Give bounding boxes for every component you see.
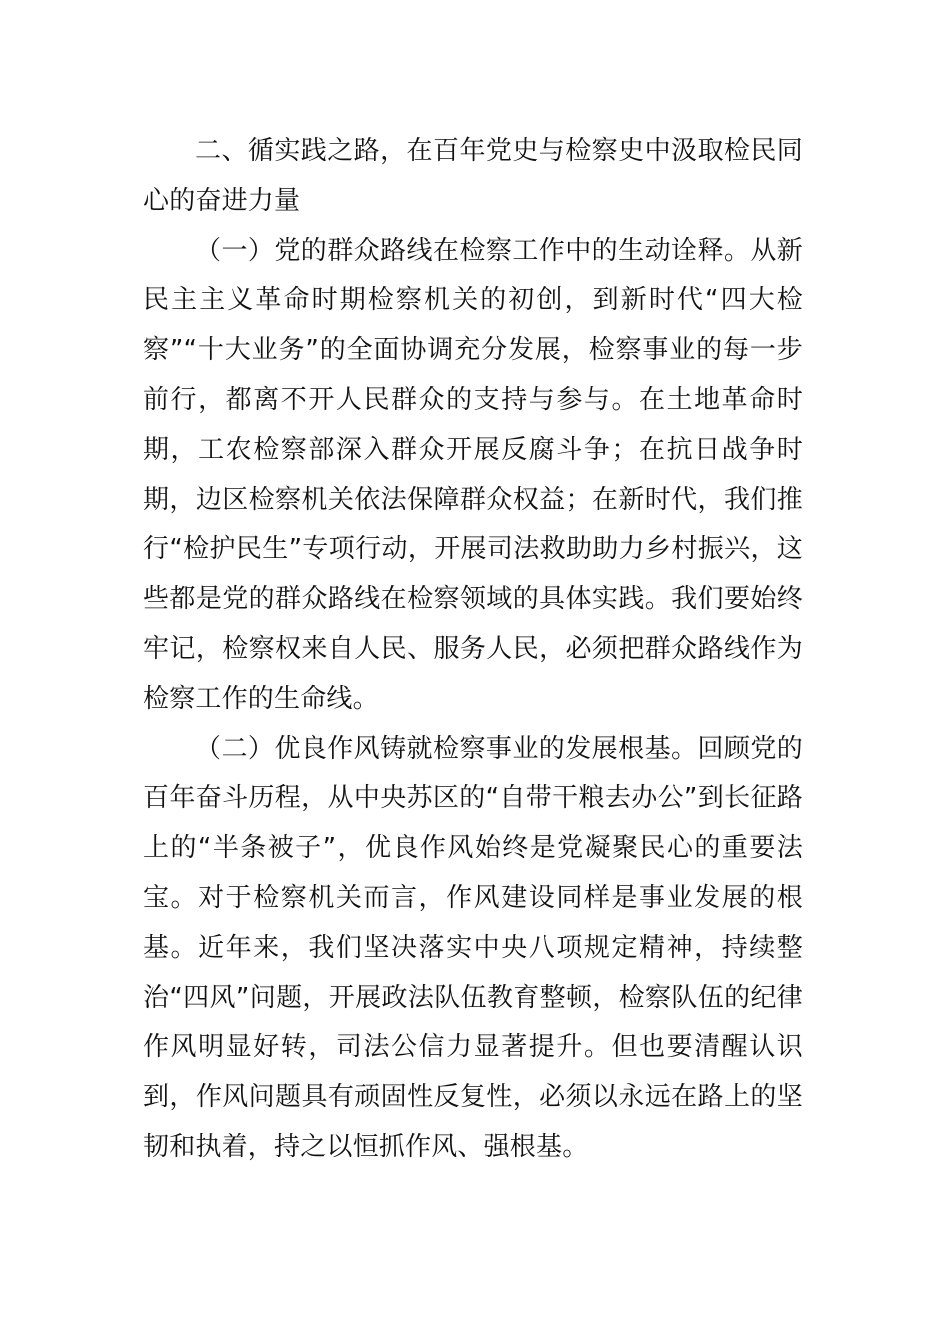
paragraph-2: （二）优良作风铸就检察事业的发展根基。回顾党的百年奋斗历程，从中央苏区的“自带干粮去办公”到长征路上的“半条被子”，优良作风始终是党凝聚民心的重要法宝。对于检察机关而言，作风建设同样是事业发展的根基。近年来，我们坚决落实中央八项规定精神，持续整治“四风”问题，开展政法队伍教育整顿，检察队伍的纪律作风明显好转，司法公信力显著提升。但也要清醒认识到，作风问题具有顽固性反复性，必须以永远在路上的坚韧和执着，持之以恒抓作风、强根基。 — [143, 733, 803, 1162]
document-page — [143, 127, 803, 1173]
paragraph-1: （一）党的群众路线在检察工作中的生动诠释。从新民主主义革命时期检察机关的初创，到新时代“四大检察”“十大业务”的全面协调充分发展，检察事业的每一步前行，都离不开人民群众的支持与参与。在土地革命时期，工农检察部深入群众开展反腐斗争；在抗日战争时期，边区检察机关依法保障群众权益；在新时代，我们推行“检护民生”专项行动，开展司法救助助力乡村振兴，这些都是党的群众路线在检察领域的具体实践。我们要始终牢记，检察权来自人民、服务人民，必须把群众路线作为检察工作的生命线。 — [143, 235, 803, 714]
section-heading: 二、循实践之路，在百年党史与检察史中汲取检民同心的奋进力量 — [143, 136, 803, 216]
